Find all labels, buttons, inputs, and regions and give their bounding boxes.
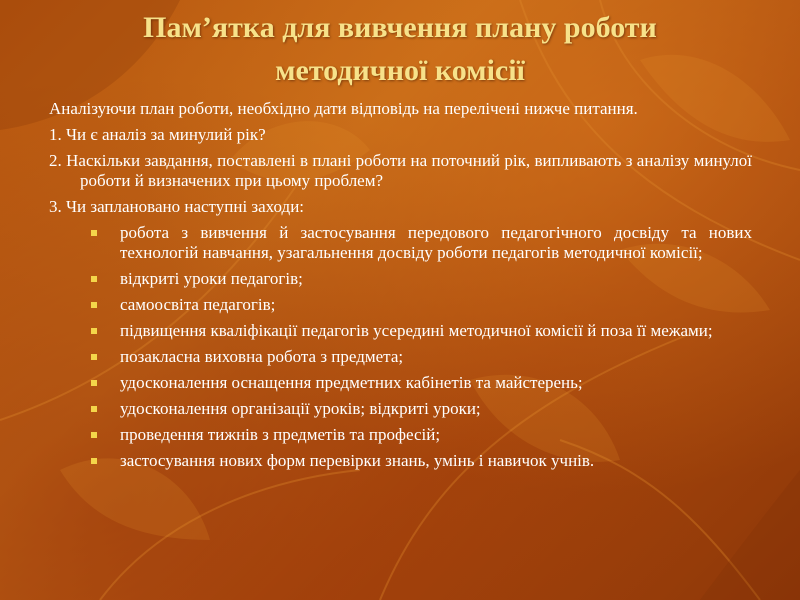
square-bullet-icon [91, 230, 97, 236]
list-item-text: підвищення кваліфікації педагогів усередині методичної комісії й поза її межами; [120, 321, 713, 340]
list-item [49, 399, 752, 419]
list-item [49, 269, 752, 289]
slide-title [0, 6, 800, 92]
title-line-2: методичної комісії [275, 54, 525, 87]
square-bullet-icon [91, 406, 97, 412]
square-bullet-icon [91, 432, 97, 438]
measures-list [49, 223, 752, 471]
question-2: 2. Наскільки завдання, поставлені в плані роботи на поточний рік, випливають з аналізу минулої роботи й визначених при цьому проблем? [49, 151, 752, 190]
question-3: 3. Чи заплановано наступні заходи: [49, 197, 305, 216]
list-item-text: застосування нових форм перевірки знань, умінь і навичок учнів. [120, 451, 595, 470]
square-bullet-icon [91, 276, 97, 282]
square-bullet-icon [91, 380, 97, 386]
list-item-text: самоосвіта педагогів; [120, 295, 276, 314]
list-item [49, 347, 752, 367]
list-item-text: робота з вивчення й застосування передового педагогічного досвіду та нових технологій навчання, узагальнення досвіду роботи педагогів методичної комісії; [120, 223, 752, 262]
list-item-text: позакласна виховна робота з предмета; [120, 347, 404, 366]
square-bullet-icon [91, 302, 97, 308]
list-item [49, 373, 752, 393]
square-bullet-icon [91, 328, 97, 334]
intro-paragraph: Аналізуючи план роботи, необхідно дати відповідь на перелічені нижче питання. [49, 99, 638, 118]
list-item-text: відкриті уроки педагогів; [120, 269, 303, 288]
question-1: 1. Чи є аналіз за минулий рік? [49, 125, 266, 144]
list-item-text: удосконалення оснащення предметних кабінетів та майстерень; [120, 373, 583, 392]
list-item [49, 321, 752, 341]
square-bullet-icon [91, 458, 97, 464]
list-item [49, 295, 752, 315]
title-line-1: Пам’ятка для вивчення плану роботи [143, 11, 657, 44]
list-item [49, 451, 752, 471]
list-item [49, 223, 752, 263]
slide-content [49, 99, 752, 477]
list-item-text: проведення тижнів з предметів та професій; [120, 425, 441, 444]
square-bullet-icon [91, 354, 97, 360]
list-item [49, 425, 752, 445]
list-item-text: удосконалення організації уроків; відкриті уроки; [120, 399, 481, 418]
